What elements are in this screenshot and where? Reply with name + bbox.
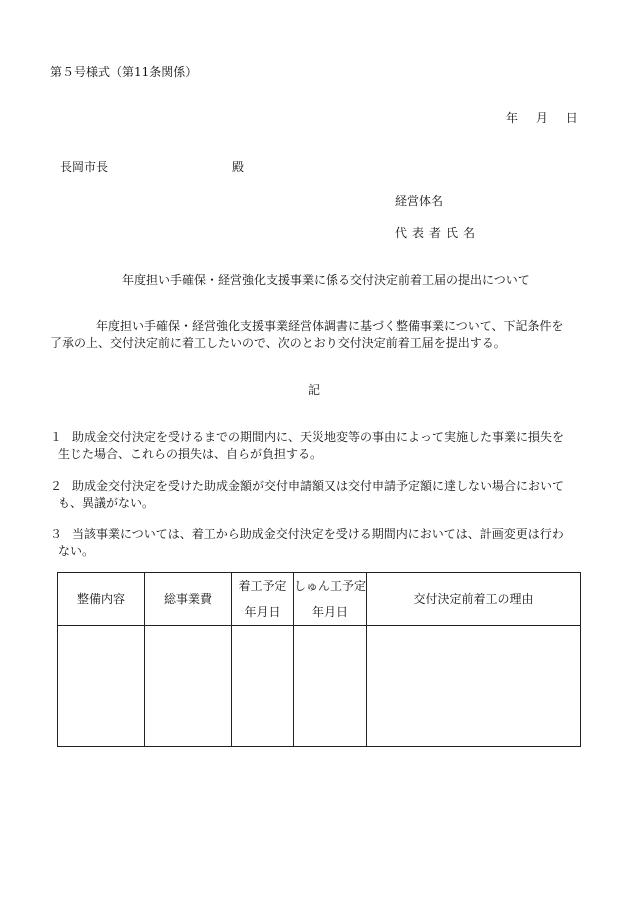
body-line-2: 了承の上、交付決定前に着工したいので、次のとおり交付決定前着工届を提出する。 <box>50 336 506 350</box>
condition-text-line-2: ない。 <box>58 544 95 558</box>
start-date-cell[interactable] <box>232 626 294 747</box>
representative-name-label: 代表者氏名 <box>395 226 481 240</box>
reason-cell[interactable] <box>367 626 581 747</box>
body-paragraph <box>50 318 586 352</box>
operator-name-label: 経営体名 <box>395 194 444 208</box>
improvement-content-cell[interactable] <box>58 626 145 747</box>
condition-text-line-2: 生じた場合、これらの損失は、自らが負担する。 <box>58 447 323 461</box>
condition-item <box>50 526 590 560</box>
condition-text-line-2: も、異議がない。 <box>58 496 155 510</box>
table-row <box>58 626 581 747</box>
condition-number: １ <box>50 430 63 444</box>
date-year-label: 年 <box>506 111 519 125</box>
body-line-1: 年度担い手確保・経営強化支援事業経営体調書に基づく整備事業について、下記条件を <box>96 319 564 333</box>
schedule-table <box>57 572 581 747</box>
ki-heading: 記 <box>308 383 321 397</box>
header-completion-date: しゅん工予定 年月日 <box>294 573 367 626</box>
condition-item <box>50 478 590 512</box>
addressee-name: 長岡市長 <box>60 160 109 174</box>
date-day-label: 日 <box>565 111 578 125</box>
condition-text-line-1: 当該事業については、着工から助成金交付決定を受ける期間内においては、計画変更は行わ <box>72 527 564 541</box>
condition-number: ３ <box>50 527 63 541</box>
completion-date-cell[interactable] <box>294 626 367 747</box>
document-title: 年度担い手確保・経営強化支援事業に係る交付決定前着工届の提出について <box>122 273 530 287</box>
condition-text-line-1: 助成金交付決定を受けるまでの期間内に、天災地変等の事由によって実施した事業に損失を <box>72 430 565 444</box>
date-month-label: 月 <box>535 111 548 125</box>
form-number: 第５号様式（第11条関係） <box>50 65 198 79</box>
addressee-honorific: 殿 <box>232 160 245 174</box>
header-total-cost: 総事業費 <box>145 573 232 626</box>
condition-number: ２ <box>50 479 63 493</box>
date-field <box>506 112 578 124</box>
condition-text-line-1: 助成金交付決定を受けた助成金額が交付申請額又は交付申請予定額に達しない場合において <box>72 479 565 493</box>
table-header-row <box>58 573 581 626</box>
header-improvement-content: 整備内容 <box>58 573 145 626</box>
header-start-date: 着工予定 年月日 <box>232 573 294 626</box>
header-reason: 交付決定前着工の理由 <box>367 573 581 626</box>
total-cost-cell[interactable] <box>145 626 232 747</box>
condition-item <box>50 429 590 463</box>
